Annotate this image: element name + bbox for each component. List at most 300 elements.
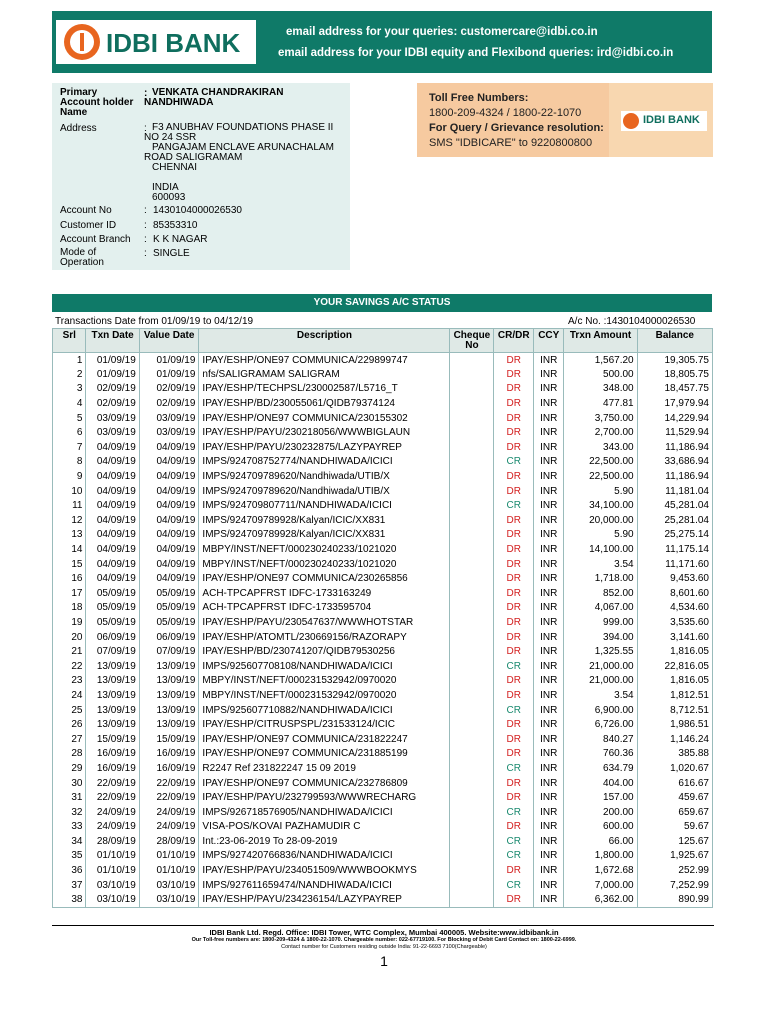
table-cell: IPAY/ESHP/PAYU/234051509/WWWBOOKMYS [199, 863, 450, 878]
table-cell: 8 [53, 455, 86, 470]
table-cell: DR [494, 732, 534, 747]
address-line: PANGAJAM ENCLAVE ARUNACHALAM [152, 142, 334, 153]
table-cell: INR [534, 469, 564, 484]
table-row [53, 820, 713, 835]
table-cell: 04/09/19 [86, 455, 139, 470]
table-cell [450, 528, 494, 543]
table-cell: INR [534, 717, 564, 732]
grievance-title: For Query / Grievance resolution: [429, 122, 604, 134]
table-cell: 840.27 [564, 732, 637, 747]
table-cell: nfs/SALIGRAMAM SALIGRAM [199, 367, 450, 382]
table-cell: 04/09/19 [139, 557, 199, 572]
table-cell: 22/09/19 [139, 776, 199, 791]
table-cell: INR [534, 732, 564, 747]
table-cell: IPAY/ESHP/PAYU/230547637/WWWHOTSTAR [199, 615, 450, 630]
table-row [53, 425, 713, 440]
table-cell: DR [494, 820, 534, 835]
table-cell: 200.00 [564, 805, 637, 820]
transactions-body [53, 353, 713, 908]
table-cell [450, 440, 494, 455]
table-cell: 34,100.00 [564, 498, 637, 513]
table-cell: INR [534, 484, 564, 499]
table-cell: 4 [53, 396, 86, 411]
column-header: CCY [534, 329, 564, 353]
table-row [53, 834, 713, 849]
table-cell: 5 [53, 411, 86, 426]
table-cell [450, 498, 494, 513]
table-cell: INR [534, 513, 564, 528]
table-cell: 28/09/19 [86, 834, 139, 849]
table-cell: 35 [53, 849, 86, 864]
table-cell: 16/09/19 [86, 761, 139, 776]
table-cell: MBPY/INST/NEFT/000230240233/1021020 [199, 557, 450, 572]
table-cell: 05/09/19 [86, 601, 139, 616]
table-cell: INR [534, 849, 564, 864]
table-cell: INR [534, 382, 564, 397]
table-cell: 24/09/19 [139, 820, 199, 835]
table-cell: 385.88 [637, 747, 712, 762]
table-cell: 3 [53, 382, 86, 397]
table-cell: ACH-TPCAPFRST IDFC-1733595704 [199, 601, 450, 616]
table-cell: 1,020.67 [637, 761, 712, 776]
table-cell: 11,175.14 [637, 542, 712, 557]
table-row [53, 805, 713, 820]
table-cell: 04/09/19 [139, 484, 199, 499]
table-cell: DR [494, 440, 534, 455]
table-cell: DR [494, 571, 534, 586]
table-cell: IPAY/ESHP/ONE97 COMMUNICA/231822247 [199, 732, 450, 747]
table-cell: INR [534, 542, 564, 557]
table-cell: ACH-TPCAPFRST IDFC-1733163249 [199, 586, 450, 601]
table-cell [450, 761, 494, 776]
table-cell: IPAY/ESHP/PAYU/230218056/WWWBIGLAUN [199, 425, 450, 440]
address-line: 600093 [152, 192, 186, 203]
table-cell: 1 [53, 353, 86, 368]
table-cell: 13/09/19 [139, 659, 199, 674]
table-cell: 01/10/19 [86, 849, 139, 864]
table-cell: 02/09/19 [139, 396, 199, 411]
table-cell: 04/09/19 [86, 528, 139, 543]
table-cell: INR [534, 747, 564, 762]
table-cell: 5.90 [564, 528, 637, 543]
table-cell: 500.00 [564, 367, 637, 382]
table-cell: IMPS/924709789620/Nandhiwada/UTIB/X [199, 484, 450, 499]
table-row [53, 615, 713, 630]
table-cell: 01/09/19 [139, 353, 199, 368]
table-cell: 04/09/19 [86, 469, 139, 484]
table-cell: 17 [53, 586, 86, 601]
table-cell: 32 [53, 805, 86, 820]
table-cell: 24/09/19 [139, 805, 199, 820]
table-cell: DR [494, 353, 534, 368]
page-number: 1 [380, 953, 388, 969]
table-cell: 477.81 [564, 396, 637, 411]
table-cell: 11,171.60 [637, 557, 712, 572]
table-cell: 12 [53, 513, 86, 528]
table-row [53, 498, 713, 513]
table-cell: 24 [53, 688, 86, 703]
table-row [53, 382, 713, 397]
table-row [53, 571, 713, 586]
branch-value: K K NAGAR [153, 234, 208, 245]
table-row [53, 542, 713, 557]
table-cell: 4,067.00 [564, 601, 637, 616]
table-cell: IPAY/ESHP/ATOMTL/230669156/RAZORAPY [199, 630, 450, 645]
table-cell: IMPS/924709789928/Kalyan/ICIC/XX831 [199, 528, 450, 543]
table-cell: 600.00 [564, 820, 637, 835]
table-cell: IMPS/924708752774/NANDHIWADA/ICICI [199, 455, 450, 470]
mode-value: SINGLE [153, 248, 190, 259]
table-cell: 11,181.04 [637, 484, 712, 499]
table-cell: 19,305.75 [637, 353, 712, 368]
table-row [53, 586, 713, 601]
table-cell: 22,816.05 [637, 659, 712, 674]
table-cell [450, 805, 494, 820]
table-cell [450, 382, 494, 397]
table-cell: 11,529.94 [637, 425, 712, 440]
table-cell: 01/09/19 [139, 367, 199, 382]
table-cell: 21 [53, 644, 86, 659]
table-cell: 634.79 [564, 761, 637, 776]
tollfree-logo [621, 111, 707, 131]
table-cell: 24/09/19 [86, 820, 139, 835]
table-cell: 252.99 [637, 863, 712, 878]
table-cell: R2247 Ref 231822247 15 09 2019 [199, 761, 450, 776]
email-equity: email address for your IDBI equity and Flexibond queries: ird@idbi.co.in [278, 47, 674, 59]
table-row [53, 396, 713, 411]
table-cell: 5.90 [564, 484, 637, 499]
table-cell: 23 [53, 674, 86, 689]
table-cell: DR [494, 747, 534, 762]
table-cell: DR [494, 513, 534, 528]
table-cell: 13 [53, 528, 86, 543]
table-cell: INR [534, 440, 564, 455]
table-cell: 13/09/19 [86, 659, 139, 674]
footer-regd-office: IDBI Bank Ltd. Regd. Office: IDBI Tower, WTC Complex, Mumbai 400005. Website:www.idbibank.in [209, 928, 559, 937]
address-line: ROAD SALIGRAMAM [144, 152, 243, 163]
table-cell: IPAY/ESHP/PAYU/230232875/LAZYPAYREP [199, 440, 450, 455]
table-cell: 33 [53, 820, 86, 835]
table-cell: 04/09/19 [139, 498, 199, 513]
table-cell: 13/09/19 [139, 688, 199, 703]
table-cell: INR [534, 703, 564, 718]
table-cell: 1,925.67 [637, 849, 712, 864]
table-cell: 05/09/19 [86, 586, 139, 601]
table-cell [450, 688, 494, 703]
colon: : [144, 234, 147, 245]
table-cell: MBPY/INST/NEFT/000231532942/0970020 [199, 688, 450, 703]
table-cell: IMPS/924709789620/Nandhiwada/UTIB/X [199, 469, 450, 484]
table-cell: IPAY/ESHP/TECHPSL/230002587/L5716_T [199, 382, 450, 397]
table-cell: 03/09/19 [86, 425, 139, 440]
transactions-table [52, 328, 713, 908]
table-cell: 1,718.00 [564, 571, 637, 586]
table-row [53, 732, 713, 747]
column-header: Cheque No [450, 329, 494, 353]
column-header: Balance [637, 329, 712, 353]
table-row [53, 528, 713, 543]
table-row [53, 717, 713, 732]
logo-mark-icon [64, 24, 100, 60]
table-cell [450, 747, 494, 762]
table-cell: 28/09/19 [139, 834, 199, 849]
table-cell: 02/09/19 [86, 396, 139, 411]
table-cell: 37 [53, 878, 86, 893]
account-no-label: Account No [60, 205, 112, 216]
table-cell: DR [494, 557, 534, 572]
table-cell: DR [494, 425, 534, 440]
table-cell [450, 513, 494, 528]
table-cell: 04/09/19 [86, 571, 139, 586]
table-row [53, 455, 713, 470]
table-cell: 59.67 [637, 820, 712, 835]
table-cell [450, 586, 494, 601]
table-cell: 1,325.55 [564, 644, 637, 659]
table-cell [450, 878, 494, 893]
table-row [53, 644, 713, 659]
table-cell: 13/09/19 [86, 703, 139, 718]
column-header: Txn Date [86, 329, 139, 353]
table-cell: 157.00 [564, 790, 637, 805]
table-cell [450, 820, 494, 835]
table-cell: INR [534, 790, 564, 805]
footer-overseas-contact: Contact number for Customers residing outside India: 91-22-6693 7100(Chargeable) [281, 944, 487, 950]
table-cell: 13/09/19 [86, 717, 139, 732]
table-row [53, 557, 713, 572]
table-cell: 11,186.94 [637, 440, 712, 455]
table-cell: 04/09/19 [86, 557, 139, 572]
table-cell: 21,000.00 [564, 659, 637, 674]
table-cell: INR [534, 863, 564, 878]
table-cell: 33,686.94 [637, 455, 712, 470]
table-cell: INR [534, 411, 564, 426]
table-cell: 38 [53, 892, 86, 907]
table-cell [450, 396, 494, 411]
table-row [53, 849, 713, 864]
table-cell: CR [494, 659, 534, 674]
table-cell [450, 703, 494, 718]
logo-text: IDBI BANK [106, 28, 241, 58]
table-row [53, 892, 713, 907]
table-cell: 02/09/19 [139, 382, 199, 397]
table-cell: 2,700.00 [564, 425, 637, 440]
table-cell: 11 [53, 498, 86, 513]
table-cell: 25,281.04 [637, 513, 712, 528]
table-cell: INR [534, 644, 564, 659]
table-cell: 14,229.94 [637, 411, 712, 426]
table-cell: 22,500.00 [564, 455, 637, 470]
table-cell: 04/09/19 [139, 542, 199, 557]
table-cell: IPAY/ESHP/ONE97 COMMUNICA/230155302 [199, 411, 450, 426]
column-header: Srl [53, 329, 86, 353]
table-cell [450, 630, 494, 645]
table-cell: 13/09/19 [86, 674, 139, 689]
table-row [53, 747, 713, 762]
table-cell: 22/09/19 [86, 790, 139, 805]
table-cell: 03/10/19 [139, 878, 199, 893]
table-cell: CR [494, 761, 534, 776]
table-row [53, 659, 713, 674]
table-cell: DR [494, 688, 534, 703]
table-cell: IMPS/926718576905/NANDHIWADA/ICICI [199, 805, 450, 820]
table-cell: 01/10/19 [139, 849, 199, 864]
table-cell: INR [534, 425, 564, 440]
address-line: INDIA [152, 182, 179, 193]
table-cell: 404.00 [564, 776, 637, 791]
table-cell: 03/09/19 [139, 425, 199, 440]
statement-title: YOUR SAVINGS A/C STATUS [52, 294, 712, 312]
table-cell: 13/09/19 [139, 703, 199, 718]
table-cell: 1,567.20 [564, 353, 637, 368]
primary-holder-label: Primary Account holder Name [60, 87, 134, 118]
table-cell: 03/09/19 [139, 411, 199, 426]
table-cell: 04/09/19 [86, 440, 139, 455]
table-cell [450, 732, 494, 747]
table-cell [450, 425, 494, 440]
table-row [53, 440, 713, 455]
tollfree-numbers: 1800-209-4324 / 1800-22-1070 [429, 107, 582, 119]
table-cell: 9 [53, 469, 86, 484]
table-cell [450, 776, 494, 791]
table-cell: INR [534, 367, 564, 382]
table-cell: 22/09/19 [139, 790, 199, 805]
table-cell: DR [494, 542, 534, 557]
table-cell [450, 455, 494, 470]
table-cell: 03/10/19 [86, 878, 139, 893]
table-cell: VISA-POS/KOVAI PAZHAMUDIR C [199, 820, 450, 835]
table-cell: INR [534, 688, 564, 703]
table-cell: 4,534.60 [637, 601, 712, 616]
table-cell: 15/09/19 [139, 732, 199, 747]
table-cell: DR [494, 615, 534, 630]
table-cell: 13/09/19 [86, 688, 139, 703]
table-cell: 3.54 [564, 557, 637, 572]
table-cell: 14,100.00 [564, 542, 637, 557]
table-cell: 29 [53, 761, 86, 776]
table-cell: DR [494, 630, 534, 645]
table-cell: INR [534, 615, 564, 630]
table-cell: 05/09/19 [139, 615, 199, 630]
table-cell: 760.36 [564, 747, 637, 762]
table-cell: CR [494, 878, 534, 893]
table-header-row [53, 329, 713, 353]
table-cell [450, 674, 494, 689]
table-cell: 04/09/19 [139, 528, 199, 543]
table-cell: INR [534, 498, 564, 513]
table-cell: 36 [53, 863, 86, 878]
table-row [53, 411, 713, 426]
table-cell: MBPY/INST/NEFT/000231532942/0970020 [199, 674, 450, 689]
table-cell [450, 469, 494, 484]
table-cell: 25 [53, 703, 86, 718]
table-cell: INR [534, 455, 564, 470]
table-cell: DR [494, 790, 534, 805]
table-cell: 7,000.00 [564, 878, 637, 893]
table-cell: 1,816.05 [637, 674, 712, 689]
customer-id-label: Customer ID [60, 220, 117, 231]
column-header: Description [199, 329, 450, 353]
table-cell: DR [494, 601, 534, 616]
table-cell: 22,500.00 [564, 469, 637, 484]
table-row [53, 688, 713, 703]
table-cell: 04/09/19 [86, 513, 139, 528]
table-cell: 26 [53, 717, 86, 732]
table-cell: 659.67 [637, 805, 712, 820]
table-cell: MBPY/INST/NEFT/000230240233/1021020 [199, 542, 450, 557]
table-cell: IPAY/ESHP/ONE97 COMMUNICA/230265856 [199, 571, 450, 586]
tollfree-title: Toll Free Numbers: [429, 92, 529, 104]
table-cell [450, 615, 494, 630]
table-cell: 04/09/19 [86, 498, 139, 513]
table-cell: DR [494, 674, 534, 689]
table-cell: DR [494, 382, 534, 397]
address-line: CHENNAI [152, 162, 198, 173]
table-cell: DR [494, 863, 534, 878]
table-cell: IMPS/925607710882/NANDHIWADA/ICICI [199, 703, 450, 718]
table-cell: 1,672.68 [564, 863, 637, 878]
table-cell: DR [494, 528, 534, 543]
table-cell: 3,141.60 [637, 630, 712, 645]
table-cell: DR [494, 367, 534, 382]
table-cell: 04/09/19 [86, 542, 139, 557]
table-cell: 01/09/19 [86, 353, 139, 368]
table-row [53, 878, 713, 893]
footer-tollfree: Our Toll-free numbers are: 1800-209-4324 & 1800-22-1070. Chargeable number: 022-67719100. For Blocking of Debit Card Contact on: 1800-22-6999. [191, 937, 577, 943]
table-cell: DR [494, 484, 534, 499]
table-row [53, 601, 713, 616]
table-cell: IPAY/ESHP/ONE97 COMMUNICA/231885199 [199, 747, 450, 762]
table-cell: DR [494, 717, 534, 732]
bank-logo [56, 20, 256, 64]
table-cell: 852.00 [564, 586, 637, 601]
table-cell: 45,281.04 [637, 498, 712, 513]
table-cell: 999.00 [564, 615, 637, 630]
table-cell: 19 [53, 615, 86, 630]
table-cell [450, 849, 494, 864]
column-header: Trxn Amount [564, 329, 637, 353]
table-cell: IPAY/ESHP/CITRUSPSPL/231533124/ICIC [199, 717, 450, 732]
table-cell: CR [494, 849, 534, 864]
table-cell: 2 [53, 367, 86, 382]
table-cell: IPAY/ESHP/BD/230055061/QIDB79374124 [199, 396, 450, 411]
table-cell: 31 [53, 790, 86, 805]
table-cell [450, 601, 494, 616]
table-cell: 01/09/19 [86, 367, 139, 382]
table-cell: 22 [53, 659, 86, 674]
table-cell: IMPS/927420766836/NANDHIWADA/ICICI [199, 849, 450, 864]
colon: : [144, 88, 148, 99]
table-cell: INR [534, 630, 564, 645]
footer-divider [52, 925, 714, 926]
table-cell: IPAY/ESHP/PAYU/234236154/LAZYPAYREP [199, 892, 450, 907]
table-cell: 9,453.60 [637, 571, 712, 586]
table-cell: 1,812.51 [637, 688, 712, 703]
table-cell: 6,362.00 [564, 892, 637, 907]
email-customercare: email address for your queries: customercare@idbi.co.in [286, 26, 598, 38]
table-cell: 8,601.60 [637, 586, 712, 601]
table-cell: 34 [53, 834, 86, 849]
table-cell [450, 790, 494, 805]
address-value [144, 123, 344, 203]
table-row [53, 703, 713, 718]
table-cell [450, 557, 494, 572]
table-cell: 05/09/19 [139, 586, 199, 601]
table-cell: CR [494, 703, 534, 718]
table-cell: 02/09/19 [86, 382, 139, 397]
table-cell: 125.67 [637, 834, 712, 849]
table-cell: 25,275.14 [637, 528, 712, 543]
table-row [53, 367, 713, 382]
